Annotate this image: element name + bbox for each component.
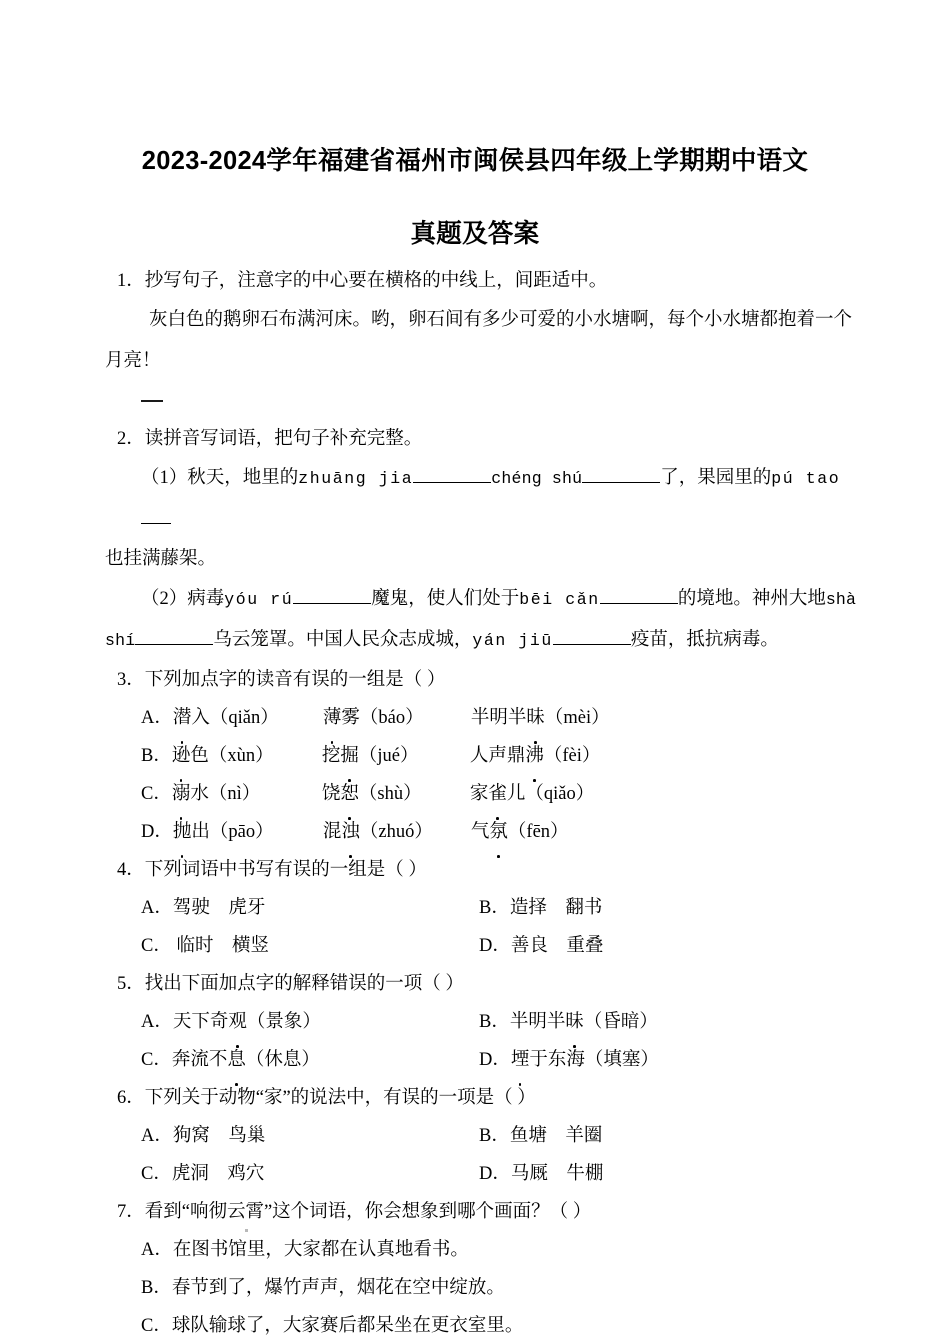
option-c[interactable]: C．球队输球了，大家赛后都呆坐在更衣室里。 xyxy=(141,1316,524,1336)
option-b[interactable] xyxy=(479,1003,658,1041)
option-text: 雾（báo） xyxy=(341,708,424,728)
question-5-option-row xyxy=(105,1003,865,1041)
question-2-sub-2-cont xyxy=(105,620,865,661)
emphasis-dot-char: 氛 xyxy=(489,813,508,851)
question-1 xyxy=(105,262,865,420)
question-5-stem: 5．找出下面加点字的解释错误的一项（ ） xyxy=(117,974,464,994)
question-4-option-row xyxy=(105,927,865,965)
q2-s1-blank-1[interactable] xyxy=(413,468,491,483)
option-a[interactable]: A．狗窝 鸟巢 xyxy=(141,1126,266,1146)
question-2-stem: 2．读拼音写词语，把句子补充完整。 xyxy=(117,429,423,449)
question-6-option-row xyxy=(105,1117,865,1155)
option-c[interactable]: C． 临时 横竖 xyxy=(141,936,269,956)
option-term xyxy=(173,699,323,737)
q2-s1-pinyin-1: zhuāng jia xyxy=(298,469,414,488)
option-term xyxy=(172,737,322,775)
document-title xyxy=(0,138,950,258)
emphasis-dot-char: 昧 xyxy=(565,1003,584,1041)
option-d[interactable]: D．马厩 牛棚 xyxy=(479,1164,604,1184)
option-a[interactable] xyxy=(105,699,865,737)
option-c[interactable] xyxy=(141,1041,479,1079)
option-term xyxy=(172,775,322,813)
q2-s2-text-e: 疫苗，抵抗病毒。 xyxy=(630,630,779,650)
option-label: B． xyxy=(141,746,172,766)
question-6-option-row xyxy=(105,1155,865,1193)
q2-s2-pinyin-5: yán jiū xyxy=(472,631,553,650)
question-1-body-line-1: 灰白色的鹅卵石布满河床。哟，卵石间有多少可爱的小水塘啊，每个小水塘都抱着一个 xyxy=(149,310,853,330)
option-text: （zhuó） xyxy=(359,822,433,842)
option-text: 挖 xyxy=(321,746,341,766)
question-1-answer-rule xyxy=(105,382,865,420)
option-text: 家 xyxy=(469,784,489,804)
emphasis-dot-char: 薄 xyxy=(323,699,342,737)
emphasis-dot-char: 雀 xyxy=(488,775,507,813)
option-text: 水（nì） xyxy=(190,784,261,804)
option-label: D． xyxy=(479,1050,511,1070)
q2-s2-text-a: （2）病毒 xyxy=(141,589,225,609)
emphasis-dot-char: 溺 xyxy=(172,775,191,813)
option-b[interactable]: B．鱼塘 羊圈 xyxy=(479,1126,603,1146)
emphasis-dot-char: 堙 xyxy=(511,1041,530,1079)
option-term xyxy=(173,813,323,851)
option-text: 半明半 xyxy=(509,1012,566,1032)
questions-container xyxy=(105,262,865,1344)
option-term xyxy=(471,813,569,851)
option-text: 色（xùn） xyxy=(190,746,274,766)
option-label: D． xyxy=(141,822,173,842)
question-1-body-line-2: 月亮！ xyxy=(105,351,161,371)
option-b[interactable]: B．春节到了，爆竹声声，烟花在空中绽放。 xyxy=(141,1278,505,1298)
option-text: 天下奇 xyxy=(172,1012,229,1032)
question-6-stem: 6．下列关于动物“家”的说法中，有误的一项是（ ） xyxy=(117,1088,536,1108)
q2-s2-blank-2[interactable] xyxy=(600,589,678,604)
question-6 xyxy=(105,1079,865,1193)
option-text: （fèi） xyxy=(543,746,601,766)
q2-s1-text-a: （1）秋天，地里的 xyxy=(141,468,299,488)
option-label: B． xyxy=(479,1012,510,1032)
option-text: 气 xyxy=(470,822,490,842)
q2-s1-pinyin-2: chéng shú xyxy=(491,469,583,488)
option-d[interactable] xyxy=(105,813,865,851)
option-label: A． xyxy=(141,708,173,728)
question-7 xyxy=(105,1193,865,1344)
question-7-stem: 7．看到“响彻云霄”这个词语，你会想象到哪个画面？（ ） xyxy=(117,1202,592,1222)
question-2-sub-1 xyxy=(105,458,865,539)
option-d[interactable]: D．善良 重叠 xyxy=(479,936,604,956)
option-text: 混 xyxy=(322,822,342,842)
emphasis-dot-char: 逊 xyxy=(172,737,191,775)
question-5-options xyxy=(105,1003,865,1079)
scan-speck xyxy=(245,1229,248,1232)
option-text: （昏暗） xyxy=(583,1012,658,1032)
option-text: （fēn） xyxy=(507,822,569,842)
option-text: 饶 xyxy=(321,784,341,804)
q2-s2-pinyin-3: shà xyxy=(825,590,857,609)
option-text: 于东海（填塞） xyxy=(529,1050,659,1070)
option-term xyxy=(322,737,470,775)
question-2-sub-2 xyxy=(105,579,865,620)
question-2-sub-1-cont: 也挂满藤架。 xyxy=(105,549,217,569)
option-term xyxy=(471,699,610,737)
option-term xyxy=(323,699,471,737)
option-label: A． xyxy=(141,1012,173,1032)
option-text: 儿（qiǎo） xyxy=(506,784,595,804)
option-text: （mèi） xyxy=(544,708,610,728)
question-4-option-row xyxy=(105,889,865,927)
q2-s2-text-d: 乌云笼罩。中国人民众志成城， xyxy=(213,630,473,650)
question-3-options xyxy=(105,699,865,851)
option-term xyxy=(470,775,594,813)
q2-s1-blank-2[interactable] xyxy=(582,468,660,483)
option-text: （jué） xyxy=(358,746,419,766)
option-text: 奔流不 xyxy=(171,1050,228,1070)
option-d[interactable] xyxy=(479,1041,659,1079)
q2-s2-pinyin-4: shí xyxy=(105,631,136,650)
question-4-stem: 4．下列词语中书写有误的一组是（ ） xyxy=(117,860,427,880)
emphasis-dot-char: 息 xyxy=(227,1041,246,1079)
option-c[interactable]: C．虎洞 鸡穴 xyxy=(141,1164,265,1184)
q2-s2-pinyin-2: bēi cǎn xyxy=(519,590,600,609)
question-2 xyxy=(105,420,865,661)
q2-s2-blank-3[interactable] xyxy=(135,630,213,645)
question-5-option-row xyxy=(105,1041,865,1079)
option-text: （景象） xyxy=(246,1012,321,1032)
option-text: 人声鼎 xyxy=(469,746,526,766)
option-term xyxy=(322,775,470,813)
emphasis-dot-char: 恕 xyxy=(340,775,359,813)
emphasis-dot-char: 昧 xyxy=(526,699,545,737)
q2-s2-pinyin-1: yóu rú xyxy=(224,590,294,609)
q2-s2-text-c: 的境地。神州大地 xyxy=(677,589,826,609)
option-term xyxy=(470,737,601,775)
emphasis-dot-char: 抛 xyxy=(173,813,192,851)
emphasis-dot-char: 浊 xyxy=(341,813,360,851)
option-label: C． xyxy=(141,784,172,804)
option-text: （休息） xyxy=(245,1050,320,1070)
q2-s1-pinyin-3: pú tao xyxy=(771,469,841,488)
question-4 xyxy=(105,851,865,965)
option-text: （shù） xyxy=(358,784,422,804)
option-label: C． xyxy=(141,1050,172,1070)
title-line-1: 2023-2024学年福建省福州市闽侯县四年级上学期期中语文 xyxy=(141,147,809,175)
option-b[interactable]: B．造择 翻书 xyxy=(479,898,603,918)
emphasis-dot-char: 沸 xyxy=(525,737,544,775)
emphasis-dot-char: 掘 xyxy=(340,737,359,775)
option-term xyxy=(323,813,471,851)
emphasis-dot-char: 潜 xyxy=(173,699,192,737)
q2-s2-text-b: 魔鬼，使人们处于 xyxy=(371,589,520,609)
emphasis-dot-char: 观 xyxy=(228,1003,247,1041)
question-1-stem: 1．抄写句子，注意字的中心要在横格的中线上，间距适中。 xyxy=(117,271,608,291)
option-a[interactable]: A．驾驶 虎牙 xyxy=(141,898,266,918)
title-line-2: 真题及答案 xyxy=(410,220,540,248)
q2-s2-blank-4[interactable] xyxy=(553,630,631,645)
option-a[interactable]: A．在图书馆里，大家都在认真地看书。 xyxy=(141,1240,469,1260)
option-text: 半明半 xyxy=(470,708,527,728)
q2-s1-blank-3[interactable] xyxy=(141,509,171,524)
q2-s2-blank-1[interactable] xyxy=(293,589,371,604)
option-a[interactable] xyxy=(141,1003,479,1041)
option-c[interactable] xyxy=(105,775,865,813)
question-5 xyxy=(105,965,865,1079)
question-3 xyxy=(105,661,865,851)
q2-s1-text-c: 了，果园里的 xyxy=(660,468,772,488)
option-text: 出（pāo） xyxy=(191,822,274,842)
question-3-stem: 3．下列加点字的读音有误的一组是（ ） xyxy=(117,670,446,690)
option-text: 入（qiǎn） xyxy=(191,708,279,728)
option-b[interactable] xyxy=(105,737,865,775)
short-rule-mark xyxy=(141,400,163,402)
